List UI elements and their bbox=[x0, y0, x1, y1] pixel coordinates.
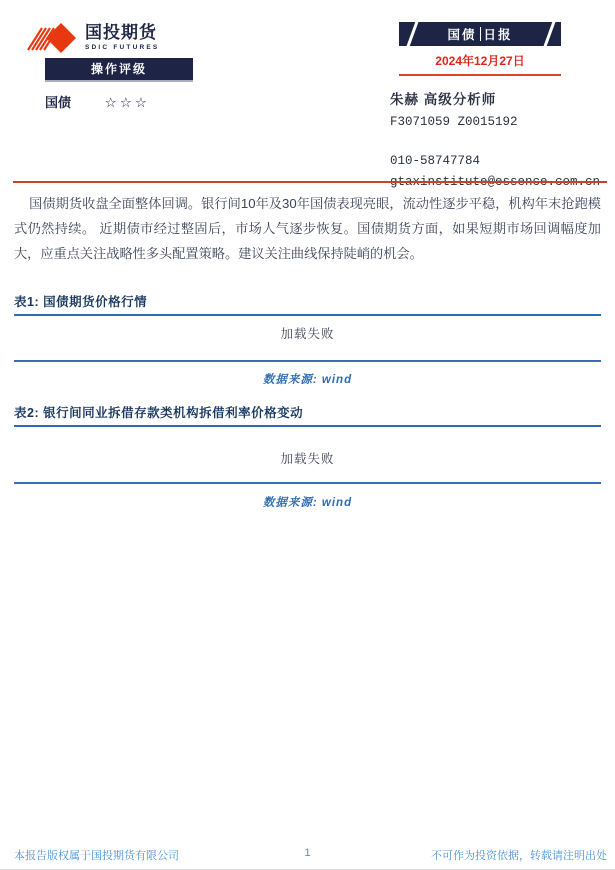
table1-data-source: 数据来源: wind bbox=[262, 374, 353, 386]
table2-data-source: 数据来源: wind bbox=[262, 497, 353, 509]
company-name-cn: 国投期货 bbox=[85, 23, 157, 42]
banner-divider bbox=[480, 27, 481, 41]
table1-bottom-line bbox=[14, 360, 601, 362]
footer-copyright: 本报告版权属于国投期货有限公司 bbox=[14, 850, 179, 862]
header-separator-line bbox=[13, 181, 607, 183]
footer-disclaimer: 不可作为投资依据，转载请注明出处 bbox=[431, 850, 607, 862]
company-name-en: SDIC FUTURES bbox=[85, 44, 160, 51]
rating-box-title: 操作评级 bbox=[45, 58, 193, 82]
table2-title: 表2: 银行间同业拆借存款类机构拆借利率价格变动 bbox=[14, 403, 601, 427]
analyst-block bbox=[390, 88, 600, 189]
analyst-name: 朱赫 高级分析师 bbox=[390, 92, 497, 107]
table2-load-failed-text: 加载失败 bbox=[280, 452, 335, 466]
report-type-banner bbox=[399, 22, 561, 46]
summary-paragraph: 国债期货收盘全面整体回调。银行间10年及30年国债表现亮眼，流动性逐步平稳，机构年末抢跑模式仍然持续。 近期债市经过整固后，市场人气逐步恢复。国债期货方面，如果短期市场回调幅度加大，应重点关注战略性多头配置策略。建议关注曲线保持陡峭的机会。 bbox=[14, 196, 601, 261]
logo-stripes-diamond-icon bbox=[27, 20, 79, 56]
analyst-license-codes: F3071059 Z0015192 bbox=[390, 115, 518, 129]
rating-stars: ☆☆☆ bbox=[104, 95, 150, 110]
banner-slash-right-icon bbox=[543, 22, 557, 46]
company-logo bbox=[27, 20, 159, 56]
banner-text-right: 日报 bbox=[483, 28, 513, 42]
report-date: 2024年12月27日 bbox=[399, 52, 561, 76]
table1-load-failed-text: 加载失败 bbox=[280, 327, 335, 341]
rating-instrument: 国债 bbox=[45, 95, 72, 110]
table1-title: 表1: 国债期货价格行情 bbox=[14, 292, 601, 316]
page-number: 1 bbox=[304, 847, 311, 859]
analyst-phone: 010-58747784 bbox=[390, 154, 481, 168]
rating-row bbox=[45, 92, 150, 111]
table2-bottom-line bbox=[14, 482, 601, 484]
banner-slash-left-icon bbox=[406, 22, 420, 46]
banner-text-left: 国债 bbox=[447, 28, 477, 42]
logo-text bbox=[85, 20, 159, 51]
